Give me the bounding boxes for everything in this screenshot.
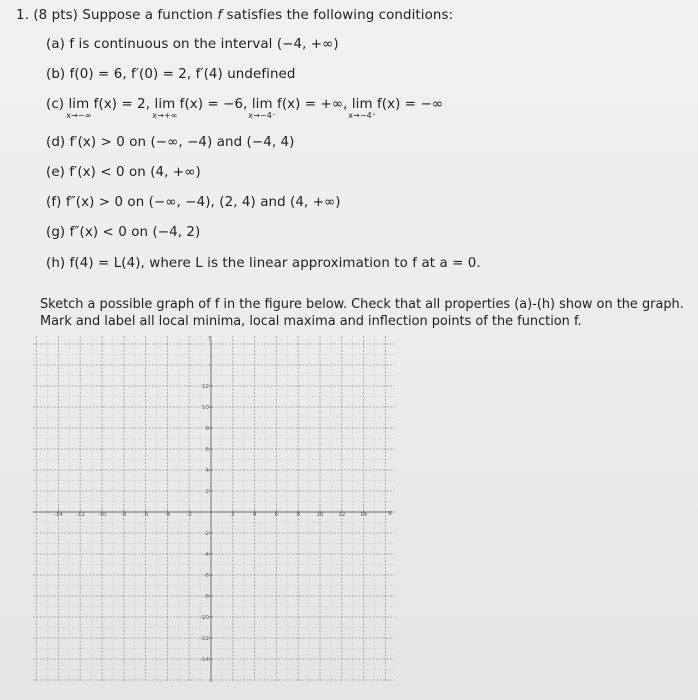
limit-subscript: x→+∞ <box>152 111 178 120</box>
condition-text: f(0) = 6, f′(0) = 2, f′(4) undefined <box>69 67 296 82</box>
y-tick-label: 8 <box>205 426 209 432</box>
condition-text: f″(x) < 0 on (−4, 2) <box>69 225 201 240</box>
x-tick-label: 6 <box>274 512 279 518</box>
condition-label: (e) <box>46 165 65 180</box>
condition-label: (d) <box>46 135 66 150</box>
limit-expr: f(x) = +∞, <box>277 97 348 112</box>
y-tick-label: 4 <box>205 468 209 474</box>
limit-subscript: x→−4⁻ <box>248 111 277 120</box>
y-axis-label: y <box>208 336 212 341</box>
condition-label: (f) <box>46 195 62 210</box>
condition-text: f is continuous on the interval (−4, +∞) <box>69 37 339 52</box>
problem-number: 1. <box>16 8 29 23</box>
graph-figure <box>33 336 395 682</box>
coordinate-grid[interactable] <box>33 336 395 682</box>
limit-expr: f(x) = −∞ <box>376 97 444 112</box>
condition-e <box>46 165 201 180</box>
condition-c <box>46 97 444 120</box>
x-tick-label: -12 <box>75 512 85 518</box>
y-tick-label: 10 <box>202 405 209 411</box>
x-axis-label: x <box>387 509 392 517</box>
limit-3: lim x→−4⁻ <box>248 97 277 120</box>
condition-b <box>46 67 296 82</box>
y-tick-label: -10 <box>200 615 209 621</box>
x-tick-label: -4 <box>164 512 171 518</box>
x-tick-label: 12 <box>338 512 346 518</box>
condition-label: (g) <box>46 225 66 240</box>
x-tick-label: -2 <box>186 512 192 518</box>
y-tick-label: -6 <box>203 573 209 579</box>
limit-4: lim x→−4⁺ <box>348 97 377 120</box>
condition-d <box>46 135 294 150</box>
x-tick-label: 2 <box>231 512 235 518</box>
limit-expr: f(x) = 2, <box>93 97 151 112</box>
x-tick-label: -8 <box>121 512 127 518</box>
x-tick-label: -10 <box>97 512 107 518</box>
condition-f <box>46 195 341 210</box>
condition-text: f(4) = L(4), where L is the linear approximation to f at a = 0. <box>69 256 481 271</box>
y-tick-label: -8 <box>203 594 209 600</box>
condition-label: (h) <box>46 256 66 271</box>
condition-a <box>46 37 339 52</box>
limit-subscript: x→−4⁺ <box>348 111 377 120</box>
instructions-line-1: Sketch a possible graph of f in the figure below. Check that all properties (a)-(h) show on the graph. <box>40 297 684 312</box>
problem-points: (8 pts) <box>33 8 78 23</box>
x-tick-label: 8 <box>296 512 300 518</box>
y-tick-label: -14 <box>200 657 209 663</box>
condition-h <box>46 256 481 271</box>
function-name: f <box>217 8 223 23</box>
limit-subscript: x→−∞ <box>66 111 92 120</box>
problem-header <box>16 8 453 23</box>
condition-text: f′(x) > 0 on (−∞, −4) and (−4, 4) <box>69 135 295 150</box>
condition-text: f′(x) < 0 on (4, +∞) <box>69 165 201 180</box>
condition-g <box>46 225 200 240</box>
y-tick-label: 6 <box>205 447 209 453</box>
problem-intro: Suppose a function <box>82 8 213 23</box>
x-tick-label: 14 <box>360 512 368 518</box>
limit-2: lim x→+∞ <box>152 97 178 120</box>
x-tick-label: -6 <box>142 512 149 518</box>
problem-intro-tail: satisfies the following conditions: <box>226 8 454 23</box>
y-tick-label: 2 <box>205 489 209 495</box>
limit-expr: f(x) = −6, <box>179 97 248 112</box>
instructions <box>40 296 690 330</box>
instructions-line-2: Mark and label all local minima, local maxima and inflection points of the function f. <box>40 314 582 329</box>
limit-1: lim x→−∞ <box>66 97 92 120</box>
condition-label: (b) <box>46 67 66 82</box>
y-tick-label: 12 <box>202 384 209 390</box>
x-tick-label: 10 <box>316 512 324 518</box>
y-tick-label: -4 <box>203 552 209 558</box>
y-tick-label: -12 <box>200 636 209 642</box>
condition-text: f″(x) > 0 on (−∞, −4), (2, 4) and (4, +∞) <box>65 195 341 210</box>
x-tick-label: 4 <box>252 512 257 518</box>
x-tick-label: -14 <box>53 512 63 518</box>
condition-label: (a) <box>46 37 65 52</box>
condition-label: (c) <box>46 97 65 112</box>
y-tick-label: -2 <box>203 531 209 537</box>
